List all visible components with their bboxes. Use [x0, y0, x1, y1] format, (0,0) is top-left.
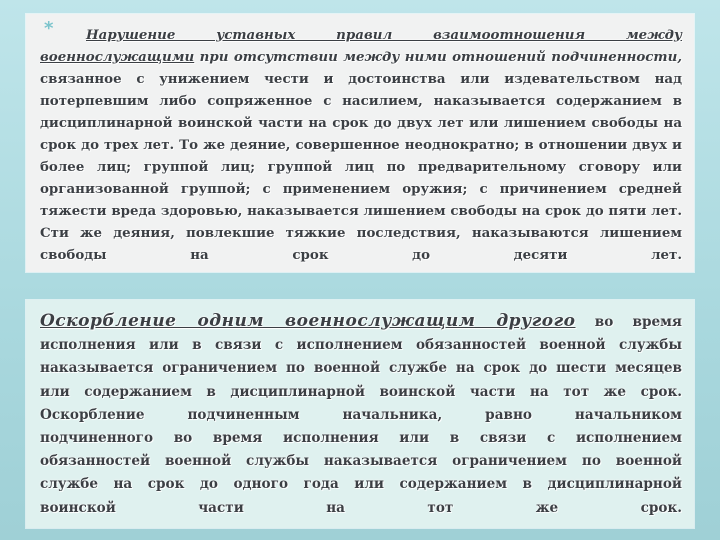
paragraph-line: [40, 46, 682, 68]
paragraph-line: дисциплинарной воинской части на срок до двух лет или лишением свободы на: [40, 115, 682, 131]
text-panel-top: [26, 14, 694, 272]
paragraph-line: подчиненного во время исполнения или в связи с исполнением: [40, 430, 682, 447]
paragraph-line-rest: при отсутствии между ними отношений подчиненности,: [194, 49, 682, 65]
paragraph-line: тяжести вреда здоровью, наказывается лишением свободы на срок до пяти лет.: [40, 203, 682, 219]
paragraph-line: Сти же деяния, повлекшие тяжкие последствия, наказываются лишением: [40, 225, 682, 241]
paragraph-military-relations: [40, 24, 682, 266]
emphasized-term: военнослужащими: [40, 49, 195, 65]
paragraph-line: обязанностей военной службы наказывается ограничением по военной: [40, 453, 682, 470]
paragraph-line: организованной группой; с применением оружия; с причинением средней: [40, 181, 682, 197]
paragraph-line: потерпевшим либо сопряженное с насилием, наказывается содержанием в: [40, 93, 682, 109]
lead-term: Оскорбление одним военнослужащим другого: [40, 311, 576, 331]
lead-rest: во время: [575, 314, 682, 330]
paragraph-line: наказывается ограничением по военной службе на срок до шести месяцев: [40, 360, 682, 377]
paragraph-line: свободы на срок до десяти лет.: [40, 247, 682, 263]
paragraph-line: или содержанием в дисциплинарной воинской части на тот же срок.: [40, 383, 682, 400]
paragraph-line: Нарушение уставных правил взаимоотношения между: [86, 27, 682, 43]
text-panel-bottom: [26, 300, 694, 528]
paragraph-line: исполнения или в связи с исполнением обязанностей военной службы: [40, 337, 682, 354]
paragraph-line: Оскорбление подчиненным начальника, равно начальником: [40, 406, 682, 423]
paragraph-lead-line: [40, 310, 682, 334]
paragraph-line: службе на срок до одного года или содержанием в дисциплинарной: [40, 476, 682, 493]
bullet-asterisk: *: [44, 18, 54, 39]
paragraph-line: связанное с унижением чести и достоинства или издевательством над: [40, 71, 682, 87]
paragraph-line: более лиц; группой лиц; группой лиц по предварительному сговору или: [40, 159, 682, 175]
paragraph-insult: [40, 310, 682, 520]
paragraph-line: срок до трех лет. То же деяние, совершенное неоднократно; в отношении двух и: [40, 137, 682, 153]
paragraph-line: воинской части на тот же срок.: [40, 499, 682, 516]
